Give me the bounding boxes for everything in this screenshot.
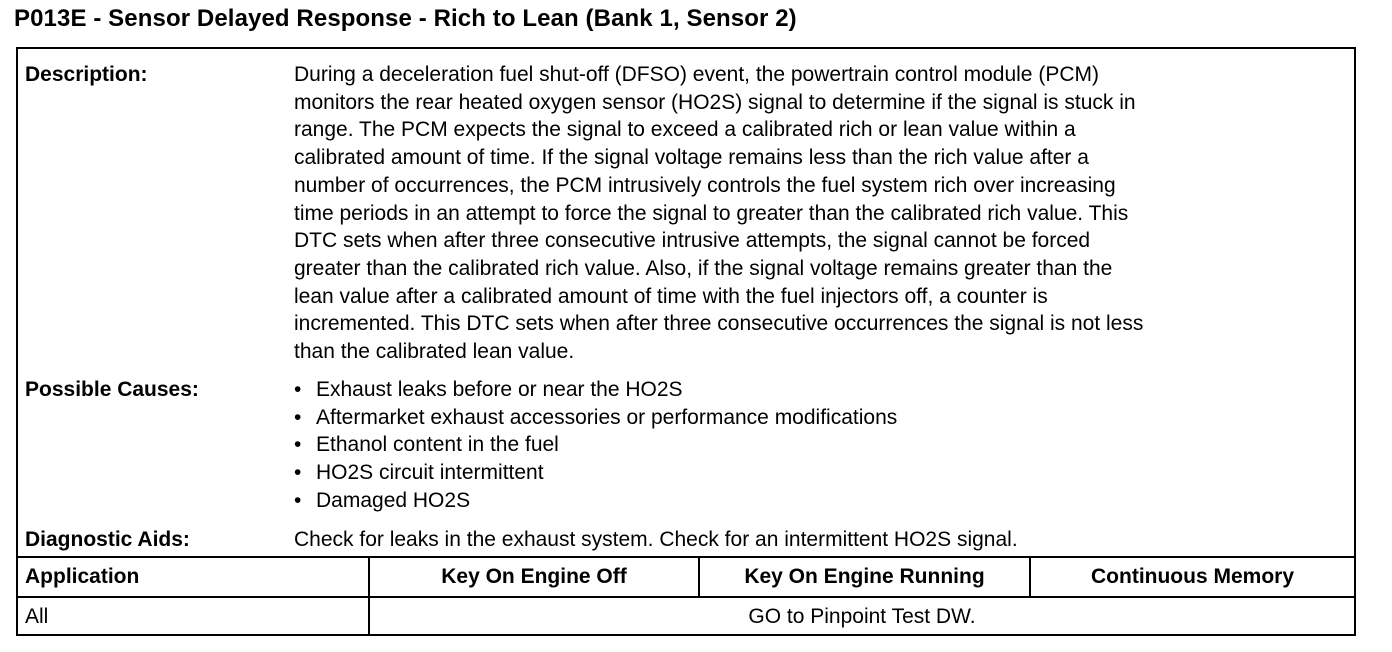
description-text <box>294 61 1143 366</box>
header-continuous-memory: Continuous Memory <box>1091 565 1294 588</box>
description-line: greater than the calibrated rich value. Also, if the signal voltage remains greater than the <box>294 256 1113 280</box>
list-item <box>294 431 897 459</box>
cell-pinpoint-action: GO to Pinpoint Test DW. <box>748 605 976 628</box>
bullet-icon: • <box>294 433 302 457</box>
bullet-icon: • <box>294 461 302 485</box>
cause-text: Ethanol content in the fuel <box>316 433 559 457</box>
cell-application: All <box>25 605 49 628</box>
bullet-icon: • <box>294 488 302 512</box>
cause-text: Exhaust leaks before or near the HO2S <box>316 378 683 401</box>
description-line: lean value after a calibrated amount of time with the fuel injectors off, a counter is <box>294 284 1048 308</box>
possible-causes-list <box>294 376 897 515</box>
dtc-info-box <box>16 47 1356 636</box>
cause-text: Aftermarket exhaust accessories or performance modifications <box>316 405 898 429</box>
possible-causes-label: Possible Causes: <box>25 378 199 401</box>
list-item <box>294 487 897 515</box>
bullet-icon: • <box>294 405 302 429</box>
list-item <box>294 459 897 487</box>
bullet-icon: • <box>294 378 302 401</box>
cause-text: HO2S circuit intermittent <box>316 461 544 485</box>
cause-text: Damaged HO2S <box>316 488 471 512</box>
list-item <box>294 376 897 404</box>
description-line: range. The PCM expects the signal to exceed a calibrated rich or lean value within a <box>294 118 1076 142</box>
description-line: calibrated amount of time. If the signal voltage remains less than the rich value after a <box>294 146 1089 170</box>
description-line: number of occurrences, the PCM intrusively controls the fuel system rich over increasing <box>294 173 1116 197</box>
header-koer: Key On Engine Running <box>744 565 985 588</box>
description-line: During a deceleration fuel shut-off (DFSO) event, the powertrain control module (PCM) <box>294 63 1099 86</box>
header-application: Application <box>25 565 140 588</box>
list-item <box>294 404 897 432</box>
page-title: P013E - Sensor Delayed Response - Rich to Lean (Bank 1, Sensor 2) <box>14 5 797 32</box>
description-line: DTC sets when after three consecutive intrusive attempts, the signal cannot be forced <box>294 229 1091 253</box>
header-koeo: Key On Engine Off <box>441 565 627 588</box>
description-line: monitors the rear heated oxygen sensor (HO2S) signal to determine if the signal is stuck in <box>294 90 1136 114</box>
diagnostic-aids-text: Check for leaks in the exhaust system. Check for an intermittent HO2S signal. <box>294 528 1018 551</box>
description-line: than the calibrated lean value. <box>294 340 575 364</box>
description-line: time periods in an attempt to force the signal to greater than the calibrated rich value. This <box>294 201 1129 225</box>
diagnostic-aids-label: Diagnostic Aids: <box>25 528 190 551</box>
description-label: Description: <box>25 63 148 86</box>
description-line: incremented. This DTC sets when after three consecutive occurrences the signal is not less <box>294 312 1144 336</box>
